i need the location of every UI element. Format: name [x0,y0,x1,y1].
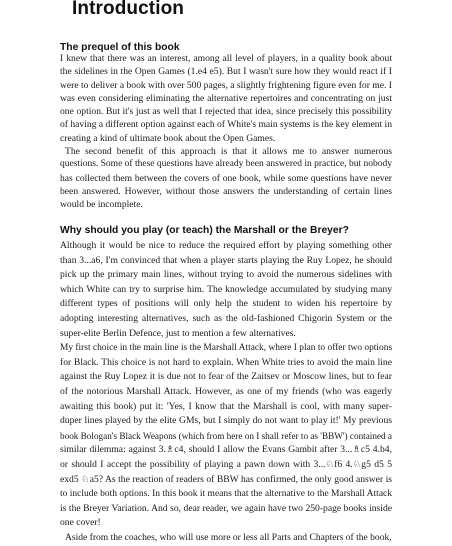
text-line: is the Breyer Variation. And so, dear reader, we again have two 250-page books inside [60,502,392,514]
text-line: were to deliver a book with over 500 pages, a slightly frightening figure even for me. I [60,79,392,91]
text-line: book Bologan's Black Weapons (which from here on I shall refer to as 'BBW') contained a [60,430,392,441]
text-line: against the Ruy Lopez it is due not to fear of the Zaitsev or Moscow lines, but to fear [60,371,392,383]
paragraph-prequel-1 [60,52,392,145]
chapter-title: Introduction [72,0,185,19]
text-line: to include both options. In this book it means that the alternative to the Marshall Attack [60,489,392,500]
text-line: the sidelines in the Open Games (1.e4 e5). But I wasn't sure how they would react if I [60,66,392,78]
text-line: Aside from the coaches, who will use more or less all Parts and Chapters of the book, [65,532,392,543]
text-line: than 3...a6, I'm convinced that when a player starts playing the Ruy Lopez, he should [60,254,392,266]
text-line: duper lines played by the elite GMs, but I simply do not want to play it!' My previous [60,415,392,427]
text-line: one option. But it's just as well that I rejected that idea, since precisely this possibility [60,106,392,118]
text-line: exd5 ♘a5? As the reaction of readers of BBW has confirmed, the only good answer is [60,473,392,485]
text-line: for Black. This choice is not hard to explain. When White tries to avoid the main line [60,356,392,368]
text-line: has collected them between the covers of one book, while some questions have never [60,172,392,184]
text-line: adopting interesting alternatives, such as the old-fashioned Chigorin System or the [60,312,392,324]
text-line: creating a kind of ultimate book about the Open Games. [60,132,276,144]
text-line: I knew that there was an interest, among all level of players, in a quality book about [60,53,392,64]
text-line: super-elite Berlin Defence, just to mention a few alternatives. [60,327,296,339]
text-line: of the notorious Marshall Attack. However, as one of my friends (who was eagerly [60,385,392,397]
text-line: different types of positions will only help the student to widen his repertoire by [60,298,392,310]
text-line: Although it would be nice to reduce the required effort by playing something other [60,240,392,251]
text-line: been answered. However, without those answers the understanding of certain lines [60,185,392,197]
paragraph-why-2 [60,341,392,531]
paragraph-why-1 [60,239,392,341]
text-line: My first choice in the main line is the Marshall Attack, where I plan to offer two options [60,343,393,354]
text-line: pick up the primary main lines, without trying to avoid the numerous sidelines with [60,269,392,281]
text-line: one cover! [60,517,101,529]
text-line: or should I accept the possibility of playing a pawn down with 3...♘f6 4.♘g5 d5 5 [60,458,392,470]
text-line: of having a different option against each of White's main systems is the key element in [60,119,392,131]
text-line: similar dilemma: against 3.♗c4, should I allow the Evans Gambit after 3...♗c5 4.b4, [60,444,392,456]
text-line: would be incomplete. [60,199,143,211]
paragraph-why-3 [60,531,392,546]
text-line: was even considering eliminating the alternative repertoires and concentrating on just [60,92,392,104]
paragraph-prequel-2 [60,145,392,211]
text-line: The second benefit of this approach is that it allows me to answer numerous [65,146,392,157]
text-line: which White can try to surprise him. The knowledge accumulated by studying many [60,283,392,295]
text-line: questions. Some of these questions have already been answered in practice, but nobody [60,159,392,170]
section-heading-prequel: The prequel of this book [60,42,180,53]
text-line: awaiting this book) put it: 'Yes, I know that the Marshall is cool, with many super- [60,400,392,412]
section-heading-marshall-breyer: Why should you play (or teach) the Marshall or the Breyer? [60,225,349,236]
